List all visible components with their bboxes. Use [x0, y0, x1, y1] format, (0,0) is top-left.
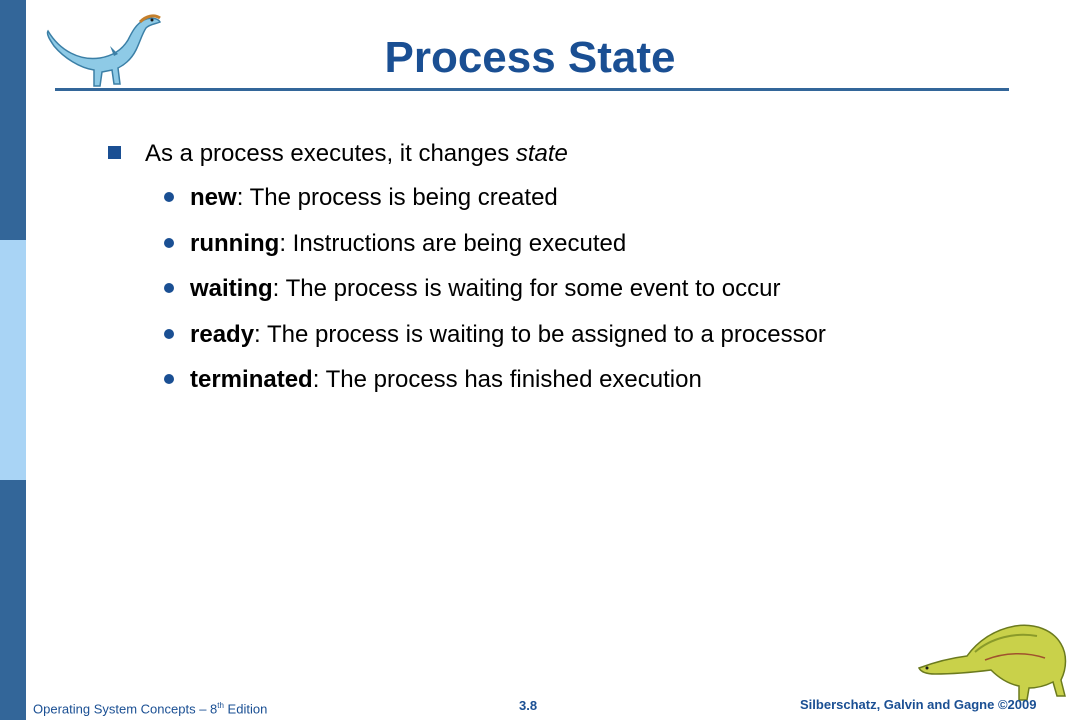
main-bullet — [108, 138, 568, 170]
footer-book-suffix: Edition — [223, 701, 268, 717]
round-bullet-icon — [164, 283, 174, 293]
round-bullet-icon — [164, 192, 174, 202]
state-item-ready — [164, 319, 826, 365]
round-bullet-icon — [164, 329, 174, 339]
main-bullet-text: As a process executes, it changes — [145, 140, 516, 167]
state-description: : Instructions are being executed — [279, 229, 627, 257]
state-item-new — [164, 182, 826, 228]
round-bullet-icon — [164, 374, 174, 384]
state-term: terminated — [190, 366, 313, 393]
state-term: waiting — [190, 275, 273, 302]
state-term: ready — [190, 320, 255, 348]
main-bullet-emphasis: state — [515, 140, 568, 167]
state-description: : The process is waiting to be assigned to a processor — [254, 320, 826, 348]
slide-title: Process State — [384, 33, 676, 82]
footer-book-prefix: Operating System Concepts – 8 — [33, 701, 218, 717]
footer-book-title — [33, 698, 267, 717]
state-description: : The process has finished execution — [312, 366, 702, 393]
title-divider — [55, 88, 1009, 91]
dinosaur-icon — [915, 612, 1075, 706]
state-item-waiting — [164, 273, 826, 319]
state-term: running — [190, 229, 280, 257]
state-list — [164, 182, 826, 410]
sidebar-stripe-highlight — [0, 240, 26, 480]
footer-page-number: 3.8 — [519, 698, 538, 713]
state-description: : The process is waiting for some event to occur — [272, 275, 781, 302]
state-description: : The process is being created — [236, 184, 558, 211]
state-term: new — [190, 184, 237, 211]
state-item-terminated — [164, 364, 826, 410]
footer-copyright: Silberschatz, Galvin and Gagne ©2009 — [800, 697, 1037, 712]
footer-book-sup: th — [217, 701, 224, 710]
square-bullet-icon — [108, 146, 121, 159]
round-bullet-icon — [164, 238, 174, 248]
state-item-running — [164, 228, 826, 274]
